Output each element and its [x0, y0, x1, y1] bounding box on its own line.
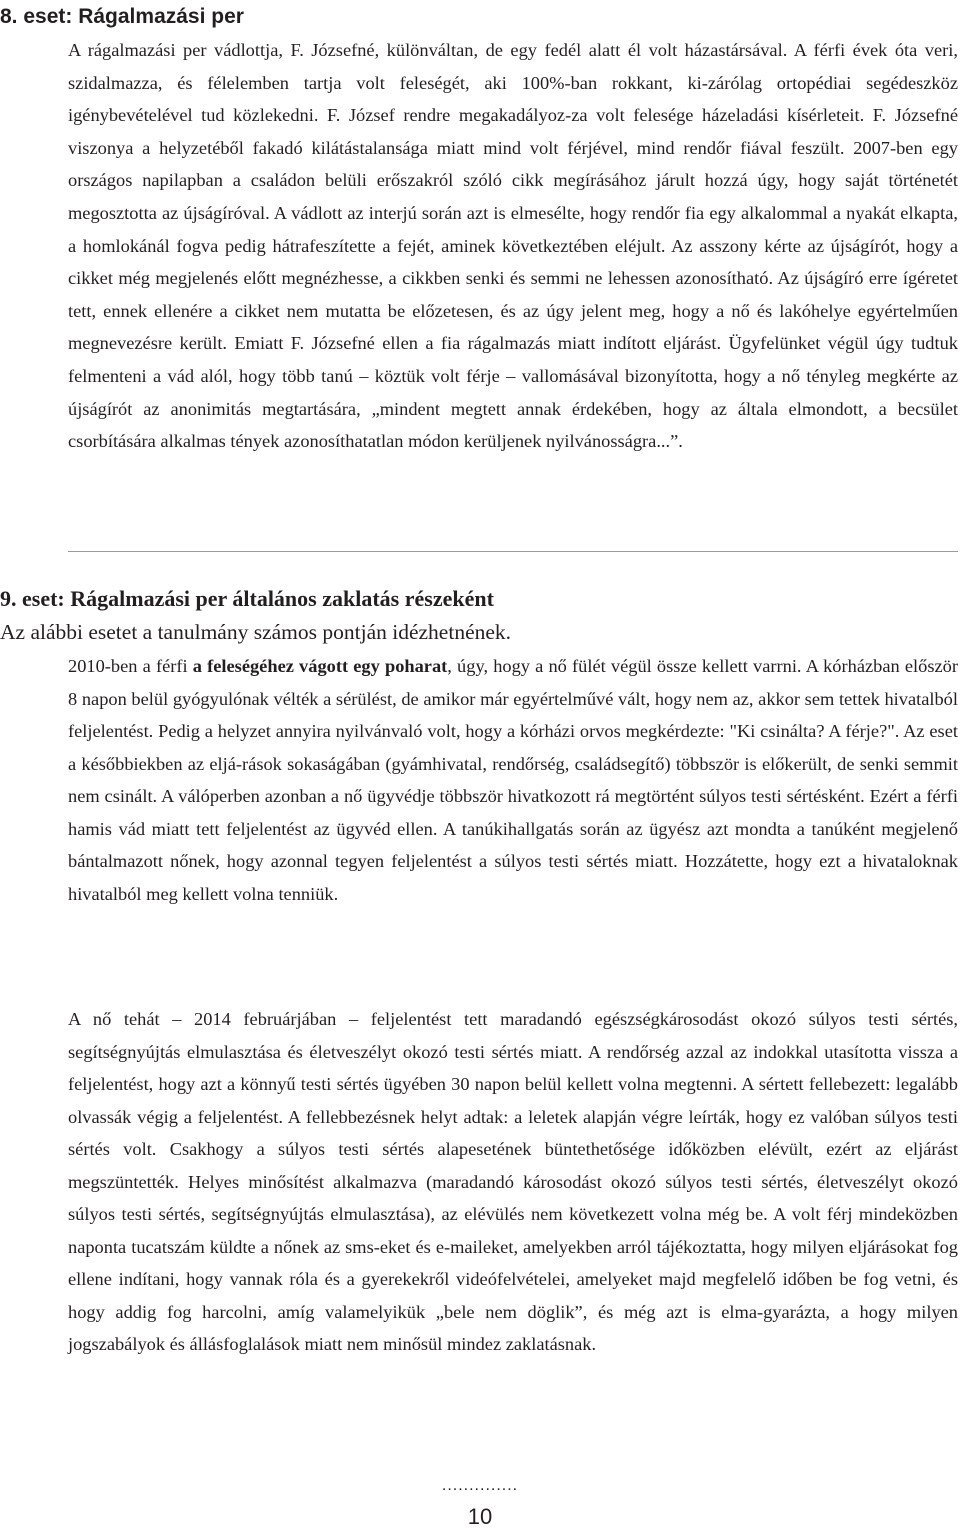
case-9-line: vált, hogy nem az, akkor sem tettek hivatalból feljelentést. Pedig a helyzet annyira nyilvánvaló: [68, 688, 958, 741]
case-8-paragraph: [68, 34, 958, 458]
case-9-paragraph-2: [68, 1003, 958, 1361]
case-8-line: asszony kérte az újságírót, hogy a cikket még megjelenés előtt megnézhesse, a cikkben senki és: [68, 235, 958, 289]
case-9-line: A nő tehát – 2014 februárjában – feljelentést tett maradandó egészségkárosodást okozó súlyos: [68, 1009, 856, 1029]
case-8-line: módon kerüljenek nyilvánosságra...”.: [408, 431, 683, 452]
case-9-line: volt. Csakhogy a súlyos testi sértés alapesetének büntethetősége időközben elévült, ezért az: [123, 1139, 892, 1159]
case-8-heading: 8. eset: Rágalmazási per: [0, 5, 244, 28]
case-9-line: eljárást megszüntették. Helyes minősítést alkalmazva (maradandó károsodást okozó súlyos testi: [68, 1139, 958, 1192]
case-9-line: gyarázta, a hogy milyen jogszabályok és állásfoglalások miatt nem minősül mindez zaklatásnak.: [68, 1301, 958, 1354]
case-8-line: belüli erőszakról szóló cikk megírásához járult hozzá úgy, hogy saját történetét megosztotta az: [68, 170, 958, 223]
case-9-heading: 9. eset: Rágalmazási per általános zaklatás részeként: [0, 586, 494, 611]
case-8-line: újságíróval. A vádlott az interjú során azt is elmesélte, hogy rendőr fia egy alkalommal a nyakát: [183, 202, 896, 223]
case-8-line: került. Emiatt F. Józsefné ellen a fia rágalmazás miatt indított eljárást. Ügyfelünket végül úgy: [179, 333, 904, 354]
case-8-line: tudtuk felmenteni a vád alól, hogy több tanú – köztük volt férje – vallomásával bizonyította,: [68, 333, 958, 386]
case-8-line: hogy a nő tényleg megkérte az újságírót az anonimitás megtartására, „mindent megtett annak: [68, 365, 958, 419]
case-9-line: belül kellett volna megtenni. A sértett fellebezett: legalább olvassák végig a feljelentést. A: [68, 1074, 958, 1127]
footer-dots: ..............: [441, 1477, 519, 1494]
case-9-line: következett volna még be. A volt férj mindeközben naponta tucatszám küldte a nőnek az sms-: [68, 1204, 958, 1257]
case-9-line: rások sokaságában (gyámhivatal, rendőrség, családsegítő) többször is előkerült, de senki semmit: [242, 753, 958, 774]
case-8-line: semmi ne lehessen azonosítható. Az újságíró erre ígéretet tett, ennek ellenére a cikket nem: [68, 268, 958, 321]
case-9-line: sértés, életveszélyt okozó súlyos testi sértés, segítségnyújtás elmulasztása), az elévülés nem: [68, 1171, 958, 1224]
section-divider: [68, 551, 958, 552]
case-9-line: azzal az indokkal utasította vissza a feljelentést, hogy azt a könnyű testi sértés ügyében 30 napon: [68, 1041, 958, 1094]
case-9-line: során az ügyész azt mondta a tanúként megjelenő bántalmazott nőnek, hogy azonnal tegyen: [68, 818, 958, 871]
case-8-line: mutatta be előzetesen, és az úgy jelent meg, hogy a nő és lakóhelye egyértelműen megnevezésre: [68, 300, 958, 354]
case-9-line: hogy vannak róla és a gyerekekről videófelvételei, amelyeket majd megfelelő időben be fog vetni,: [186, 1269, 936, 1289]
page-number: 10: [467, 1504, 493, 1529]
case-9-bold-phrase: a feleségéhez vágott egy poharat: [192, 656, 448, 676]
case-9-line: fellebbezésnek helyt adtak: a leletek alapján végre leírták, hogy ez valóban súlyos testi sértés: [68, 1106, 958, 1159]
case-9-line: és hogy addig fog harcolni, amíg valamelyikük „bele nem döglik”, és még azt is elma-: [68, 1269, 958, 1322]
case-9-line: A kórházban először 8 napon belül gyógyulónak vélték a sérülést, de amikor már egyértelművé: [68, 656, 958, 709]
case-9-paragraph-1: [68, 650, 958, 910]
case-8-line: érdekében, hogy az általa elmondott, a becsület csorbítására alkalmas tények azonosíthatatlan: [68, 398, 958, 452]
case-9-line: nem csinált. A válóperben azonban a nő ügyvédje többször hivatkozott rá megtörtént súlyos: [68, 786, 747, 806]
case-9-subtitle: Az alábbi esetet a tanulmány számos pontján idézhetnének.: [0, 620, 512, 644]
case-9-line: feljelentést a súlyos testi sértés miatt. Hozzátette, hogy ezt a hivataloknak hivatalból meg kellett: [68, 851, 958, 904]
case-9-line: volt, hogy a kórházi orvos megkérdezte: "Ki csinálta? A férje?". Az eset a későbbiekben az eljá-: [68, 721, 958, 774]
case-9-line: testi sértésként. Ezért a férfi hamis vád miatt tett feljelentést az ügyvéd ellen. A tanúkihallgatás: [68, 786, 958, 839]
case-9-line: testi sértés, segítségnyújtás elmulasztása és életveszélyt okozó testi sértés miatt. A rendőrség: [68, 1009, 959, 1062]
case-8-line: elkapta, a homlokánál fogva pedig hátrafeszítette a fejét, aminek következtében eléjult. Az: [68, 202, 958, 256]
case-8-line: A rágalmazási per vádlottja, F. Józsefné, különváltan, de egy fedél alatt él volt házastársával. A: [68, 40, 807, 60]
case-8-line: férfi évek óta veri, szidalmazza, és félelemben tartja volt feleségét, aki 100%-ban rokkant, ki-: [68, 40, 958, 93]
case-8-line: za volt felesége házeladási kísérleteit. F. Józsefné viszonya a helyzetéből fakadó kilátástalansága: [68, 105, 958, 158]
case-8-line: zárólag ortopédiai segédeszköz igénybevételével tud közlekedni. F. József rendre megakadályoz-: [68, 72, 958, 126]
case-9-line: volna tenniük.: [232, 883, 339, 904]
case-9-line: 2010-ben a férfi: [68, 656, 193, 676]
case-9-line: eket és e-maileket, amelyekben arról tájékoztatta, hogy milyen eljárásokat fog ellene indítani,: [68, 1236, 958, 1289]
case-8-line: miatt mind volt férjével, mind rendőr fiával feszült. 2007-ben egy országos napilapban a családon: [68, 137, 958, 191]
case-9-line: , úgy, hogy a nő fülét végül össze kellett varrni.: [447, 656, 802, 676]
